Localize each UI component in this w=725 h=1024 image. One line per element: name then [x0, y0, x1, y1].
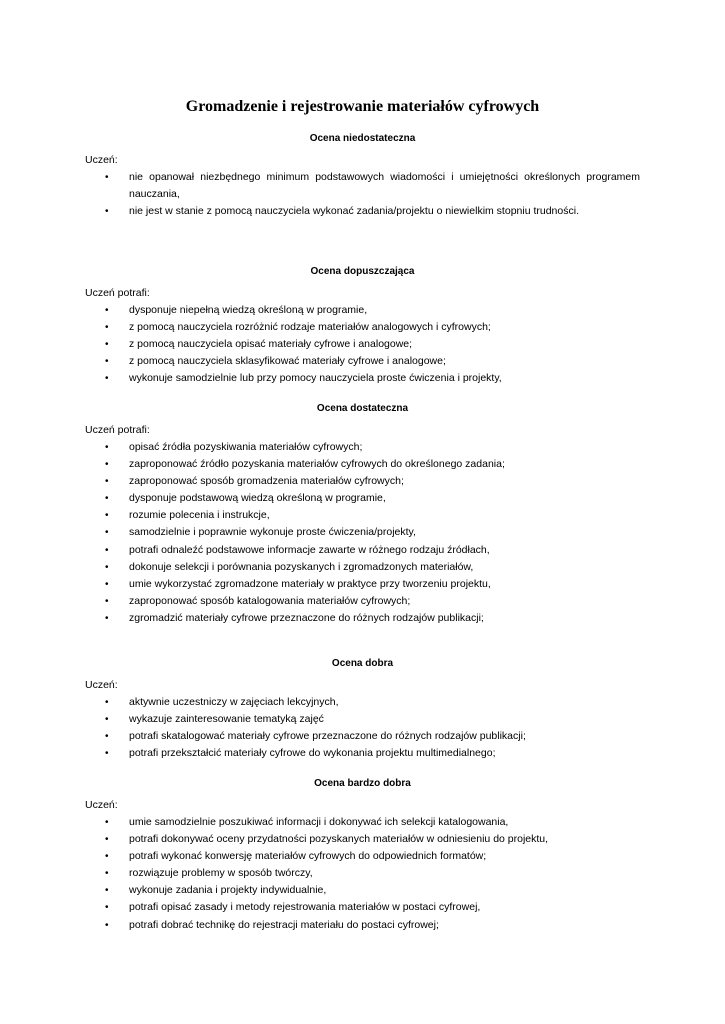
- list-item-text: opisać źródła pozyskiwania materiałów cyfrowych;: [129, 441, 363, 453]
- list-item-text: zaproponować źródło pozyskania materiałów cyfrowych do określonego zadania;: [129, 458, 505, 471]
- bullet-icon: •: [105, 373, 109, 385]
- section-heading: Ocena dopuszczająca: [310, 266, 415, 277]
- list-item-text: dysponuje niepełną wiedzą określoną w programie,: [129, 304, 368, 316]
- list-item-text: rozwiązuje problemy w sposób twórczy,: [129, 867, 313, 880]
- section-intro: Uczeń:: [85, 679, 118, 691]
- bullet-icon: •: [105, 868, 109, 880]
- bullet-icon: •: [105, 902, 109, 914]
- list-item: [85, 576, 640, 593]
- list-item: [85, 899, 640, 916]
- list-item-text: dokonuje selekcji i porównania pozyskanych i zgromadzonych materiałów,: [129, 560, 474, 573]
- bullet-icon: •: [105, 595, 109, 607]
- section-ocena-dopuszczajaca: [85, 263, 640, 387]
- list-item: [85, 917, 640, 934]
- list-item-text: nie jest w stanie z pomocą nauczyciela wykonać zadania/projektu o niewielkim stopniu trudności.: [129, 205, 579, 218]
- list-item-text: potrafi skatalogować materiały cyfrowe przeznaczone do różnych rodzajów publikacji;: [129, 730, 526, 743]
- bullet-icon: •: [105, 172, 109, 183]
- list-item: [85, 507, 640, 524]
- list-item: [85, 831, 640, 848]
- list-item: [85, 302, 640, 319]
- bullet-icon: •: [105, 339, 109, 351]
- list-item: [85, 882, 640, 899]
- section-ocena-dobra: [85, 655, 640, 762]
- bullet-icon: •: [105, 322, 109, 334]
- bullet-icon: •: [105, 578, 109, 590]
- criteria-list: [85, 302, 640, 387]
- list-item: [85, 169, 640, 186]
- list-item-text: nie opanował niezbędnego minimum podstawowych wiadomości i umiejętności określonych programem: [129, 171, 640, 183]
- list-item-text: z pomocą nauczyciela opisać materiały cyfrowe i analogowe;: [129, 338, 413, 351]
- list-item: [85, 353, 640, 370]
- bullet-icon: •: [105, 305, 109, 316]
- section-heading: Ocena bardzo dobra: [314, 778, 411, 789]
- list-item-text: z pomocą nauczyciela sklasyfikować materiały cyfrowe i analogowe;: [129, 355, 446, 368]
- list-item: [85, 490, 640, 507]
- list-item: [85, 865, 640, 882]
- list-item-continuation: [85, 186, 640, 203]
- section-intro: Uczeń:: [85, 154, 118, 166]
- bullet-icon: •: [105, 817, 109, 828]
- section-intro: Uczeń potrafi:: [85, 424, 150, 436]
- list-item-text: zaproponować sposób katalogowania materiałów cyfrowych;: [129, 594, 411, 607]
- list-item: [85, 473, 640, 490]
- bullet-icon: •: [105, 851, 109, 863]
- list-item-text: aktywnie uczestniczy w zajęciach lekcyjnych,: [129, 696, 339, 708]
- bullet-icon: •: [105, 459, 109, 471]
- list-item: [85, 593, 640, 610]
- list-item-text: z pomocą nauczyciela rozróżnić rodzaje materiałów analogowych i cyfrowych;: [129, 321, 491, 334]
- section-ocena-bardzo-dobra: [85, 775, 640, 934]
- list-item-text: wykonuje samodzielnie lub przy pomocy nauczyciela proste ćwiczenia i projekty,: [129, 372, 502, 385]
- bullet-icon: •: [105, 714, 109, 726]
- list-item: [85, 456, 640, 473]
- list-item-text: wykazuje zainteresowanie tematyką zajęć: [129, 713, 324, 726]
- list-item: [85, 711, 640, 728]
- list-item-text: potrafi przekształcić materiały cyfrowe do wykonania projektu multimedialnego;: [129, 747, 496, 760]
- bullet-icon: •: [105, 356, 109, 368]
- section-intro: Uczeń:: [85, 799, 118, 811]
- bullet-icon: •: [105, 527, 109, 539]
- list-item-text: umie wykorzystać zgromadzone materiały w praktyce przy tworzeniu projektu,: [129, 577, 491, 590]
- section-ocena-dostateczna: [85, 400, 640, 627]
- section-intro: Uczeń potrafi:: [85, 287, 150, 299]
- list-item-text: zaproponować sposób gromadzenia materiałów cyfrowych;: [129, 475, 404, 488]
- list-item-text: umie samodzielnie poszukiwać informacji i dokonywać ich selekcji katalogowania,: [129, 816, 509, 828]
- list-item-text: wykonuje zadania i projekty indywidualnie,: [129, 884, 327, 897]
- bullet-icon: •: [105, 493, 109, 505]
- list-item-text: potrafi dokonywać oceny przydatności pozyskanych materiałów w odniesieniu do projektu,: [129, 833, 549, 846]
- document-title: Gromadzenie i rejestrowanie materiałów cyfrowych: [185, 98, 540, 115]
- list-item-text: samodzielnie i poprawnie wykonuje proste ćwiczenia/projekty,: [129, 526, 416, 539]
- bullet-icon: •: [105, 206, 109, 218]
- bullet-icon: •: [105, 442, 109, 453]
- list-item-text: rozumie polecenia i instrukcje,: [129, 509, 270, 522]
- list-item: [85, 728, 640, 745]
- list-item: [85, 694, 640, 711]
- list-item-text: zgromadzić materiały cyfrowe przeznaczone do różnych rodzajów publikacji;: [129, 611, 484, 624]
- list-item-text: potrafi dobrać technikę do rejestracji materiału do postaci cyfrowej;: [129, 918, 439, 931]
- list-item-text: potrafi wykonać konwersję materiałów cyfrowych do odpowiednich formatów;: [129, 850, 487, 863]
- section-heading: Ocena niedostateczna: [309, 133, 416, 144]
- list-item: [85, 524, 640, 541]
- list-item: [85, 745, 640, 762]
- criteria-list: [85, 439, 640, 627]
- list-item: [85, 542, 640, 559]
- bullet-icon: •: [105, 885, 109, 897]
- bullet-icon: •: [105, 561, 109, 573]
- list-item: [85, 610, 640, 627]
- bullet-icon: •: [105, 834, 109, 846]
- criteria-list: [85, 694, 640, 762]
- section-ocena-niedostateczna: [85, 130, 640, 220]
- list-item: [85, 848, 640, 865]
- list-item: [85, 203, 640, 220]
- bullet-icon: •: [105, 544, 109, 556]
- bullet-icon: •: [105, 919, 109, 931]
- bullet-icon: •: [105, 612, 109, 624]
- criteria-list: [85, 169, 640, 220]
- list-item: [85, 559, 640, 576]
- list-item: [85, 370, 640, 387]
- list-item-text: potrafi odnaleźć podstawowe informacje zawarte w różnego rodzaju źródłach,: [129, 543, 490, 556]
- list-item-text: potrafi opisać zasady i metody rejestrowania materiałów w postaci cyfrowej,: [129, 901, 481, 914]
- section-heading: Ocena dobra: [331, 658, 394, 669]
- bullet-icon: •: [105, 731, 109, 743]
- list-item: [85, 319, 640, 336]
- list-item: [85, 439, 640, 456]
- criteria-list: [85, 814, 640, 934]
- list-item-text: nauczania,: [129, 188, 180, 201]
- bullet-icon: •: [105, 510, 109, 522]
- list-item-text: dysponuje podstawową wiedzą określoną w programie,: [129, 492, 386, 505]
- bullet-icon: •: [105, 476, 109, 488]
- bullet-icon: •: [105, 748, 109, 760]
- section-heading: Ocena dostateczna: [316, 403, 409, 414]
- list-item: [85, 336, 640, 353]
- bullet-icon: •: [105, 697, 109, 708]
- list-item: [85, 814, 640, 831]
